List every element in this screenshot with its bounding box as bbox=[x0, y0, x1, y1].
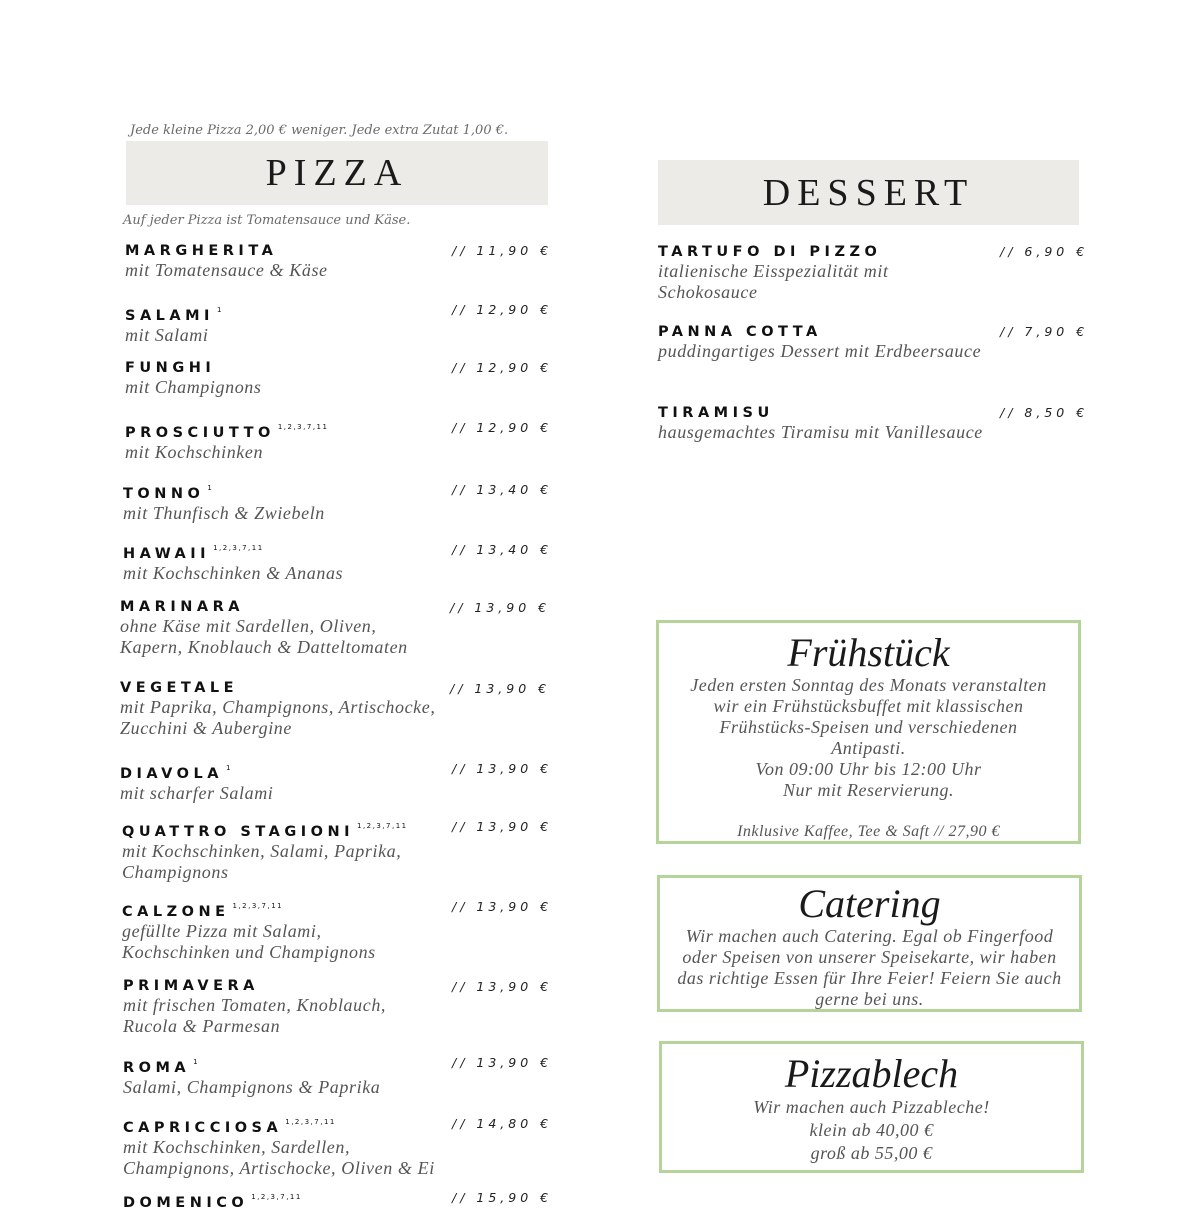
item-desc: Salami, Champignons & Paprika bbox=[123, 1077, 381, 1097]
item-price: // 14,80 € bbox=[452, 1116, 553, 1131]
pizza-item-diavola bbox=[120, 759, 450, 804]
pizza-sub-note: Auf jeder Pizza ist Tomatensauce und Käse. bbox=[123, 213, 411, 228]
fruehstueck-title: Frühstück bbox=[787, 630, 950, 675]
allergen-note: 1 bbox=[193, 1058, 200, 1066]
dessert-title: DESSERT bbox=[762, 171, 975, 214]
item-desc: mit Salami bbox=[125, 325, 209, 345]
allergen-note: 1,2,3,7,11 bbox=[213, 544, 264, 552]
catering-title: Catering bbox=[798, 881, 941, 926]
pizza-item-primavera bbox=[123, 977, 423, 1037]
pizza-item-vegetale bbox=[120, 679, 440, 739]
pizzablech-box bbox=[659, 1041, 1084, 1173]
item-name: PROSCIUTTO bbox=[125, 425, 275, 441]
item-name: TIRAMISU bbox=[658, 405, 774, 421]
item-desc: mit frischen Tomaten, Knoblauch, Rucola & Parmesan bbox=[123, 995, 387, 1036]
item-desc: hausgemachtes Tiramisu mit Vanillesauce bbox=[658, 422, 983, 442]
item-desc: ohne Käse mit Sardellen, Oliven, Kapern, Knoblauch & Datteltomaten bbox=[120, 616, 408, 657]
allergen-note: 1,2,3,7,11 bbox=[357, 822, 408, 830]
pizza-item-funghi bbox=[125, 359, 455, 398]
catering-line: das richtige Essen für Ihre Feier! Feiern Sie auch bbox=[677, 968, 1062, 988]
fruehstueck-line: Von 09:00 Uhr bis 12:00 Uhr bbox=[755, 759, 982, 779]
allergen-note: 1 bbox=[225, 764, 232, 772]
item-desc: mit Kochschinken bbox=[125, 442, 264, 462]
catering-line: oder Speisen von unserer Speisekarte, wir haben bbox=[682, 947, 1057, 967]
item-price: // 13,90 € bbox=[452, 761, 553, 776]
item-price: // 15,90 € bbox=[452, 1190, 553, 1205]
item-price: // 12,90 € bbox=[452, 302, 553, 317]
item-name: ROMA bbox=[123, 1060, 191, 1076]
pizzablech-line: groß ab 55,00 € bbox=[810, 1143, 933, 1163]
item-price: // 13,90 € bbox=[450, 681, 551, 696]
allergen-note: 1,2,3,7,11 bbox=[251, 1193, 302, 1201]
pizza-top-note: Jede kleine Pizza 2,00 € weniger. Jede extra Zutat 1,00 €. bbox=[130, 123, 509, 138]
catering-box bbox=[657, 875, 1082, 1012]
pizza-item-marinara bbox=[120, 598, 440, 658]
item-desc: mit Kochschinken, Sardellen, Champignons, Artischocke, Oliven & Ei bbox=[123, 1137, 435, 1178]
item-price: // 13,40 € bbox=[452, 482, 553, 497]
pizza-item-roma bbox=[123, 1053, 453, 1098]
item-price: // 6,90 € bbox=[1000, 244, 1089, 259]
allergen-note: 1 bbox=[216, 306, 223, 314]
pizza-item-calzone bbox=[122, 897, 412, 963]
catering-line: gerne bei uns. bbox=[815, 989, 924, 1009]
fruehstueck-line: Frühstücks-Speisen und verschiedenen bbox=[719, 717, 1018, 737]
fruehstueck-box bbox=[656, 620, 1081, 844]
item-desc: puddingartiges Dessert mit Erdbeersauce bbox=[658, 341, 982, 361]
dessert-item-tiramisu bbox=[658, 404, 988, 443]
pizza-item-margherita bbox=[125, 242, 455, 281]
fruehstueck-line: Jeden ersten Sonntag des Monats veranstalten bbox=[690, 675, 1047, 695]
item-desc: mit Thunfisch & Zwiebeln bbox=[123, 503, 325, 523]
item-name: FUNGHI bbox=[125, 360, 216, 376]
item-name: CALZONE bbox=[122, 904, 230, 920]
item-desc: mit Tomatensauce & Käse bbox=[125, 260, 328, 280]
item-price: // 8,50 € bbox=[1000, 405, 1089, 420]
pizza-banner bbox=[126, 141, 548, 205]
item-name: DOMENICO bbox=[123, 1195, 249, 1211]
item-name: PANNA COTTA bbox=[658, 324, 822, 340]
item-name: TONNO bbox=[123, 486, 205, 502]
item-name: SALAMI bbox=[125, 308, 214, 324]
pizzablech-line: klein ab 40,00 € bbox=[809, 1120, 934, 1140]
item-name: QUATTRO STAGIONI bbox=[122, 824, 354, 840]
pizzablech-line: Wir machen auch Pizzableche! bbox=[753, 1097, 990, 1117]
item-desc: mit Kochschinken & Ananas bbox=[123, 563, 344, 583]
pizza-item-tonno bbox=[123, 479, 453, 524]
fruehstueck-line: Antipasti. bbox=[831, 738, 906, 758]
dessert-item-panna-cotta bbox=[658, 323, 988, 362]
fruehstueck-line: wir ein Frühstücksbuffet mit klassischen bbox=[713, 696, 1024, 716]
pizza-item-salami bbox=[125, 301, 455, 346]
item-price: // 12,90 € bbox=[452, 360, 553, 375]
pizzablech-title: Pizzablech bbox=[784, 1051, 959, 1096]
item-price: // 13,90 € bbox=[450, 600, 551, 615]
item-name: TARTUFO DI PIZZO bbox=[658, 244, 882, 260]
allergen-note: 1,2,3,7,11 bbox=[285, 1118, 336, 1126]
item-name: DIAVOLA bbox=[120, 766, 223, 782]
item-price: // 13,90 € bbox=[452, 979, 553, 994]
allergen-note: 1 bbox=[207, 484, 214, 492]
item-name: MARINARA bbox=[120, 599, 244, 615]
item-desc: mit Kochschinken, Salami, Paprika, Champignons bbox=[122, 841, 402, 882]
item-name: PRIMAVERA bbox=[123, 978, 259, 994]
allergen-note: 1,2,3,7,11 bbox=[277, 423, 329, 431]
item-name: CAPRICCIOSA bbox=[123, 1120, 283, 1136]
item-price: // 13,40 € bbox=[452, 542, 553, 557]
item-desc: mit Paprika, Champignons, Artischocke, Zucchini & Aubergine bbox=[120, 697, 436, 738]
allergen-note: 1,2,3,7,11 bbox=[232, 902, 284, 910]
item-desc: mit scharfer Salami bbox=[120, 783, 274, 803]
item-price: // 11,90 € bbox=[452, 243, 553, 258]
fruehstueck-price-note: Inklusive Kaffee, Tee & Saft // 27,90 € bbox=[737, 823, 1000, 840]
item-price: // 7,90 € bbox=[1000, 324, 1089, 339]
pizza-item-hawaii bbox=[123, 539, 453, 584]
fruehstueck-line: Nur mit Reservierung. bbox=[783, 780, 954, 800]
item-price: // 13,90 € bbox=[452, 1055, 553, 1070]
item-name: MARGHERITA bbox=[125, 243, 278, 259]
pizza-title: PIZZA bbox=[265, 152, 409, 194]
item-name: VEGETALE bbox=[120, 680, 239, 696]
pizza-item-quattro-stagioni bbox=[122, 817, 422, 883]
dessert-item-tartufo bbox=[658, 243, 988, 303]
item-name: HAWAII bbox=[123, 546, 211, 562]
item-desc: gefüllte Pizza mit Salami, Kochschinken und Champignons bbox=[122, 921, 376, 962]
pizza-item-prosciutto bbox=[125, 418, 455, 463]
pizza-item-domenico bbox=[123, 1188, 453, 1212]
dessert-banner bbox=[658, 160, 1079, 225]
item-desc: mit Champignons bbox=[125, 377, 262, 397]
item-price: // 13,90 € bbox=[452, 819, 553, 834]
catering-line: Wir machen auch Catering. Egal ob Fingerfood bbox=[685, 926, 1054, 946]
item-desc: italienische Eisspezialität mit Schokosauce bbox=[658, 261, 889, 302]
item-price: // 12,90 € bbox=[452, 420, 553, 435]
item-price: // 13,90 € bbox=[452, 899, 553, 914]
pizza-item-capricciosa bbox=[123, 1113, 453, 1179]
